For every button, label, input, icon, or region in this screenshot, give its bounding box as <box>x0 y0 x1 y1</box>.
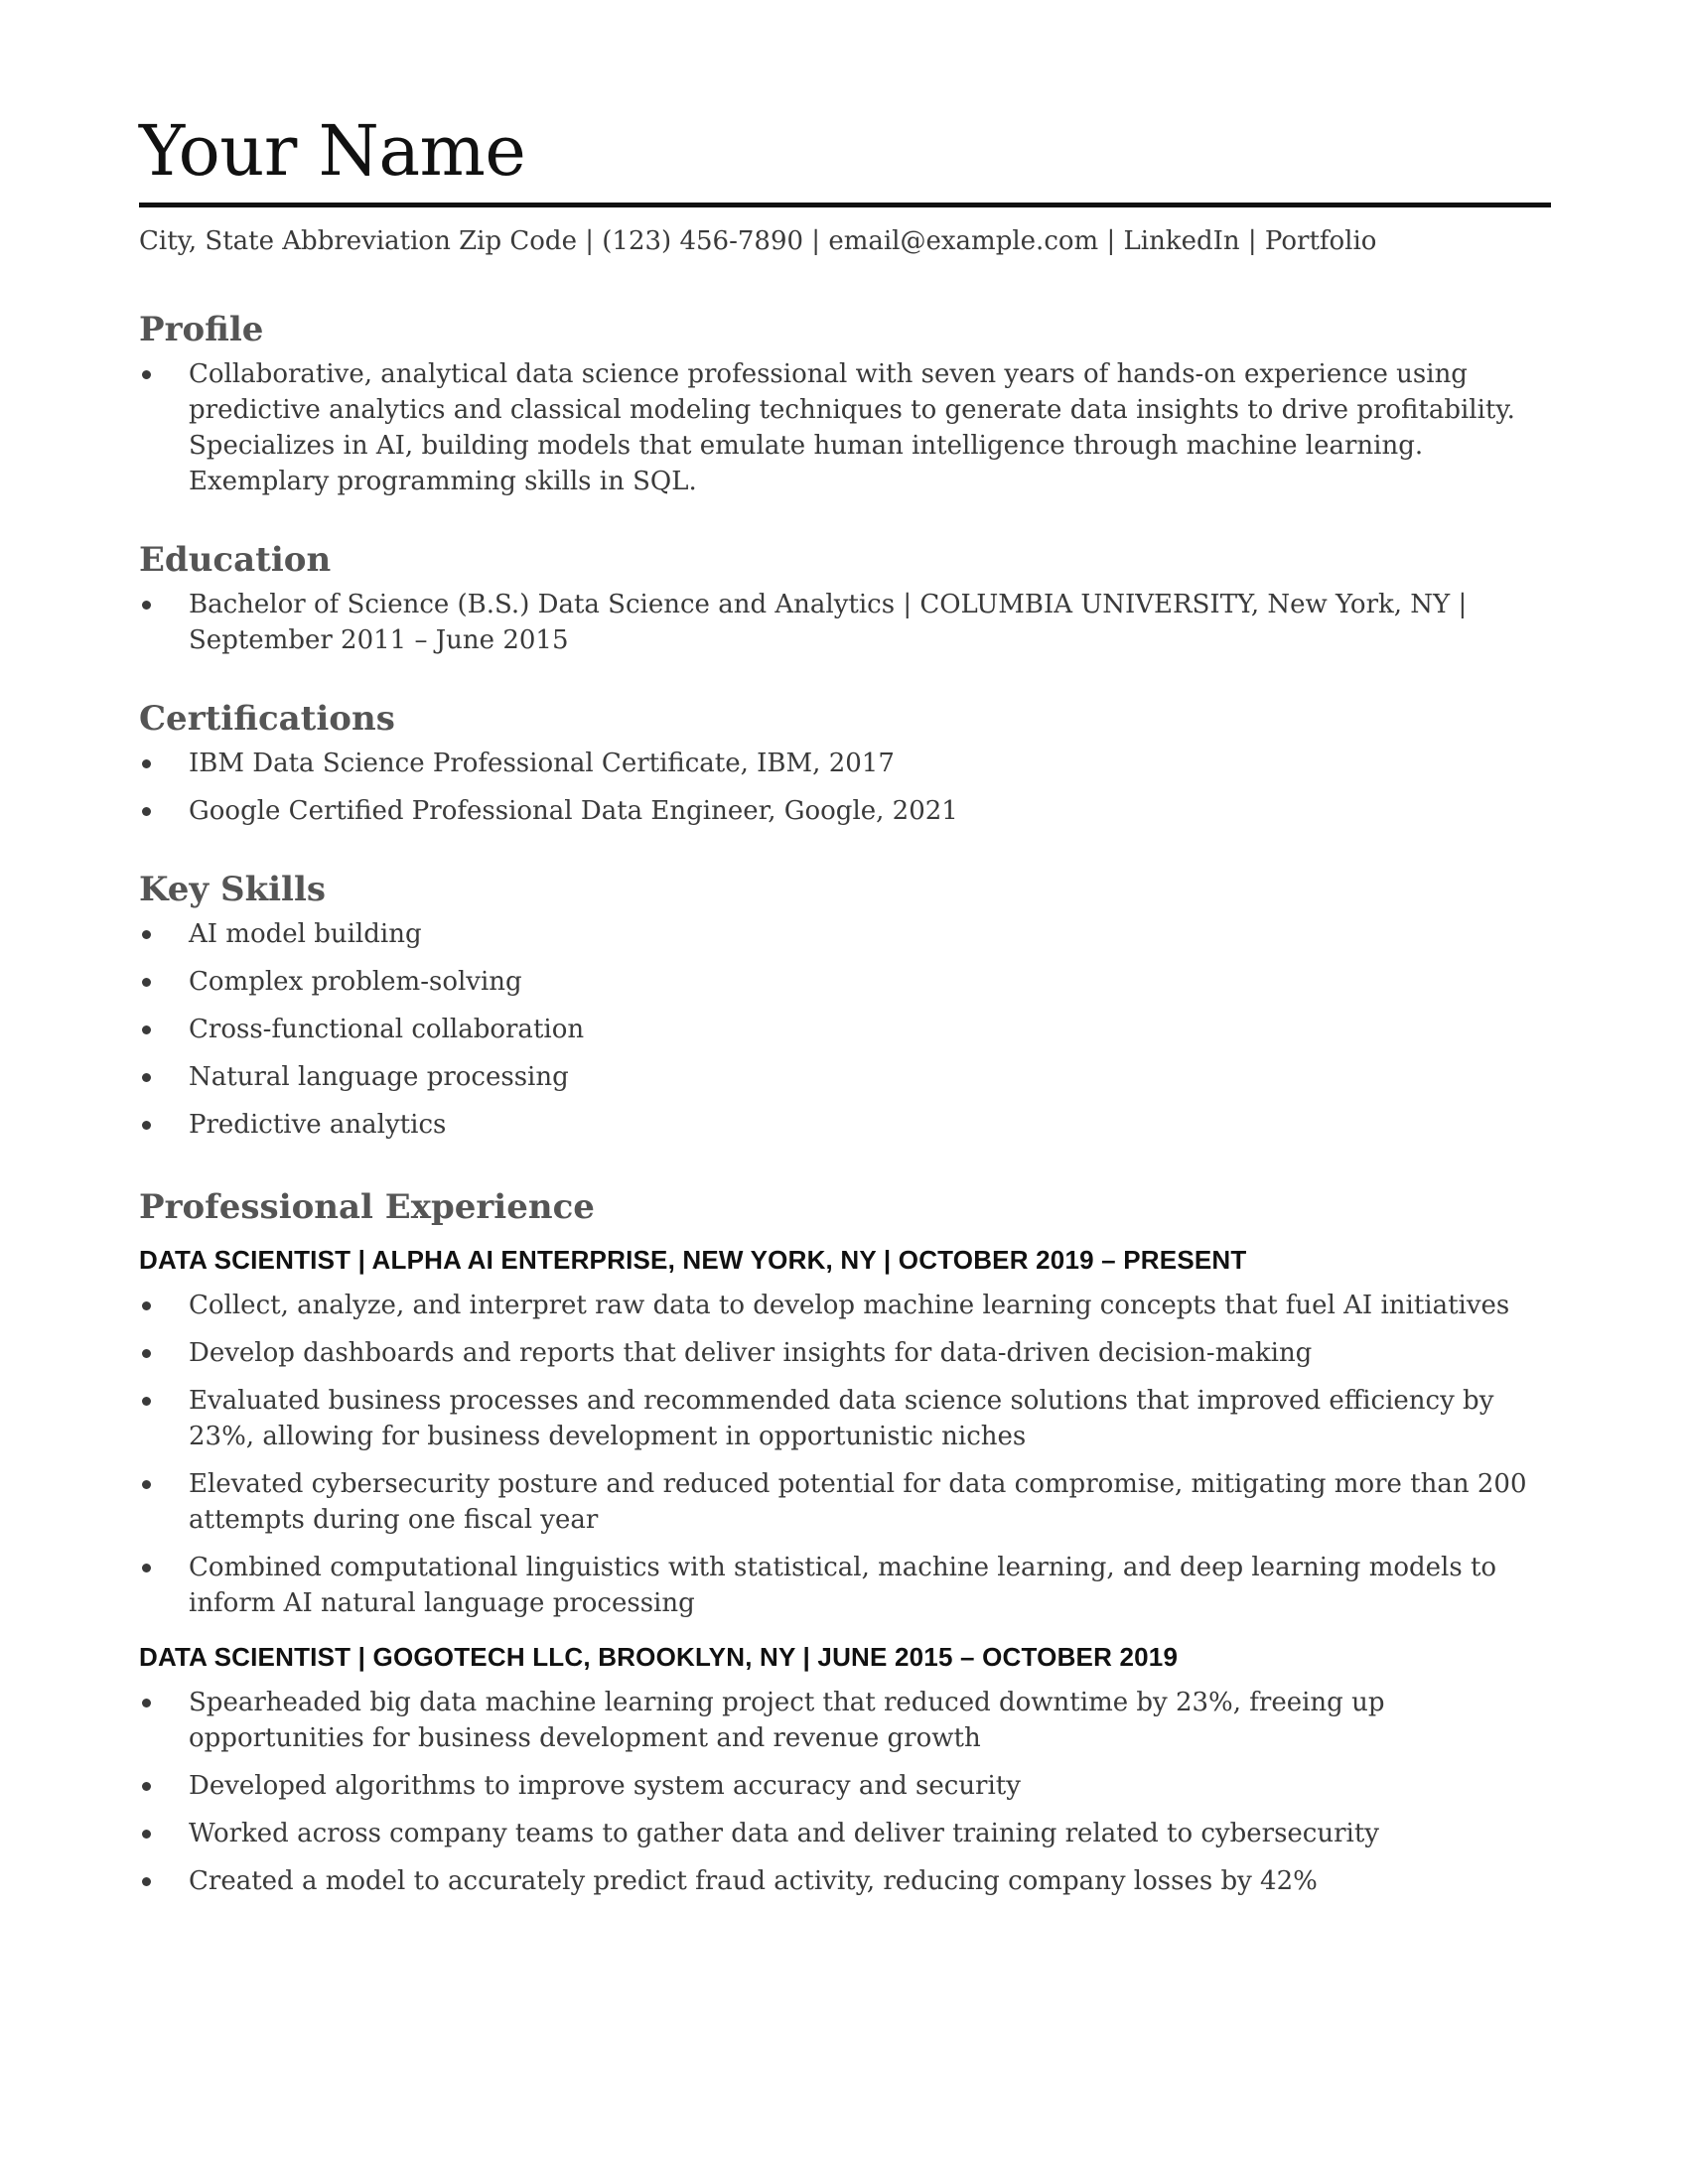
list-item <box>139 1466 1549 1538</box>
contact-separator: | <box>576 226 603 256</box>
experience-section <box>139 1186 1549 1899</box>
bullet-icon <box>142 1121 151 1130</box>
skill-entry: Cross-functional collaboration <box>189 1015 585 1044</box>
skill-entry: Complex problem-solving <box>189 967 522 997</box>
job-bullet-text: Worked across company teams to gather data and deliver training related to cybersecurity <box>189 1819 1379 1848</box>
education-section <box>139 539 1549 658</box>
education-list <box>139 587 1549 658</box>
bullet-icon <box>142 807 151 816</box>
job-heading: DATA SCIENTIST | ALPHA AI ENTERPRISE, NEW YORK, NY | OCTOBER 2019 – PRESENT <box>139 1245 1247 1275</box>
certification-entry: IBM Data Science Professional Certificate, IBM, 2017 <box>189 749 895 778</box>
list-item <box>139 964 1549 1000</box>
profile-text: Collaborative, analytical data science professional with seven years of hands-on experience using predictive analytics and classical modeling techniques to generate data insights to drive profitability. Specializes in AI, building models that emulate human intelligence through machine learning. Exemplary programming skills in SQL. <box>189 359 1515 496</box>
job-entry <box>139 1242 1549 1621</box>
bullet-icon <box>142 1301 151 1310</box>
job-bullets <box>139 1288 1549 1621</box>
list-item <box>139 1288 1549 1323</box>
job-bullet-text: Collect, analyze, and interpret raw data to develop machine learning concepts that fuel AI initiatives <box>189 1291 1510 1320</box>
job-heading: DATA SCIENTIST | GOGOTECH LLC, BROOKLYN, NY | JUNE 2015 – OCTOBER 2019 <box>139 1642 1179 1672</box>
skill-entry: Predictive analytics <box>189 1110 447 1140</box>
list-item <box>139 746 1549 781</box>
resume-page <box>139 109 1549 1911</box>
job-bullet-text: Elevated cybersecurity posture and reduced potential for data compromise, mitigating more than 200 attempts during one fiscal year <box>189 1469 1527 1535</box>
bullet-icon <box>142 1480 151 1489</box>
bullet-icon <box>142 759 151 768</box>
job-bullet-text: Combined computational linguistics with statistical, machine learning, and deep learning models to inform AI natural language processing <box>189 1553 1497 1618</box>
job-bullet-text: Created a model to accurately predict fraud activity, reducing company losses by 42% <box>189 1866 1318 1896</box>
contact-portfolio-link[interactable]: Portfolio <box>1264 226 1377 256</box>
education-entry: Bachelor of Science (B.S.) Data Science and Analytics | COLUMBIA UNIVERSITY, New York, NY | September 2011 – June 2015 <box>189 590 1468 655</box>
contact-phone: (123) 456-7890 <box>602 226 804 256</box>
job-bullet-text: Evaluated business processes and recommended data science solutions that improved efficiency by 23%, allowing for business development in opportunistic niches <box>189 1386 1494 1451</box>
bullet-icon <box>142 978 151 987</box>
bullet-icon <box>142 1877 151 1886</box>
job-bullet-text: Developed algorithms to improve system accuracy and security <box>189 1771 1021 1801</box>
list-item <box>139 1863 1549 1899</box>
skill-entry: Natural language processing <box>189 1062 569 1092</box>
contact-location: City, State Abbreviation Zip Code <box>139 226 577 256</box>
bullet-icon <box>142 370 151 379</box>
skills-section <box>139 869 1549 1143</box>
candidate-name: Your Name <box>139 110 526 192</box>
header-divider <box>139 203 1551 207</box>
job-bullets <box>139 1685 1549 1899</box>
list-item <box>139 1685 1549 1756</box>
contact-separator: | <box>1239 226 1265 256</box>
contact-linkedin-link[interactable]: LinkedIn <box>1123 226 1240 256</box>
job-bullet-text: Spearheaded big data machine learning project that reduced downtime by 23%, freeing up opportunities for business development and revenue growth <box>189 1688 1385 1753</box>
list-item <box>139 1383 1549 1454</box>
list-item <box>139 1107 1549 1143</box>
section-title-certifications: Certifications <box>139 699 395 739</box>
section-title-education: Education <box>139 540 332 580</box>
bullet-icon <box>142 1830 151 1839</box>
list-item <box>139 1335 1549 1371</box>
certification-entry: Google Certified Professional Data Engineer, Google, 2021 <box>189 796 958 826</box>
bullet-icon <box>142 601 151 610</box>
bullet-icon <box>142 930 151 939</box>
list-item <box>139 916 1549 952</box>
skill-entry: AI model building <box>189 919 422 949</box>
section-title-skills: Key Skills <box>139 870 327 909</box>
list-item <box>139 356 1549 499</box>
contact-line <box>139 223 1549 259</box>
profile-list <box>139 356 1549 499</box>
bullet-icon <box>142 1564 151 1572</box>
job-bullet-text: Develop dashboards and reports that deliver insights for data-driven decision-making <box>189 1338 1313 1368</box>
contact-separator: | <box>1098 226 1124 256</box>
list-item <box>139 587 1549 658</box>
list-item <box>139 1012 1549 1047</box>
contact-email[interactable]: email@example.com <box>828 226 1099 256</box>
contact-separator: | <box>803 226 829 256</box>
bullet-icon <box>142 1397 151 1406</box>
skills-list <box>139 916 1549 1143</box>
bullet-icon <box>142 1699 151 1707</box>
list-item <box>139 1816 1549 1851</box>
profile-section <box>139 309 1549 499</box>
list-item <box>139 1059 1549 1095</box>
bullet-icon <box>142 1025 151 1034</box>
section-title-experience: Professional Experience <box>139 1187 595 1227</box>
certifications-list <box>139 746 1549 829</box>
list-item <box>139 1768 1549 1804</box>
job-entry <box>139 1639 1549 1899</box>
list-item <box>139 793 1549 829</box>
bullet-icon <box>142 1349 151 1358</box>
certifications-section <box>139 698 1549 829</box>
section-title-profile: Profile <box>139 310 264 349</box>
bullet-icon <box>142 1782 151 1791</box>
list-item <box>139 1550 1549 1621</box>
bullet-icon <box>142 1073 151 1082</box>
